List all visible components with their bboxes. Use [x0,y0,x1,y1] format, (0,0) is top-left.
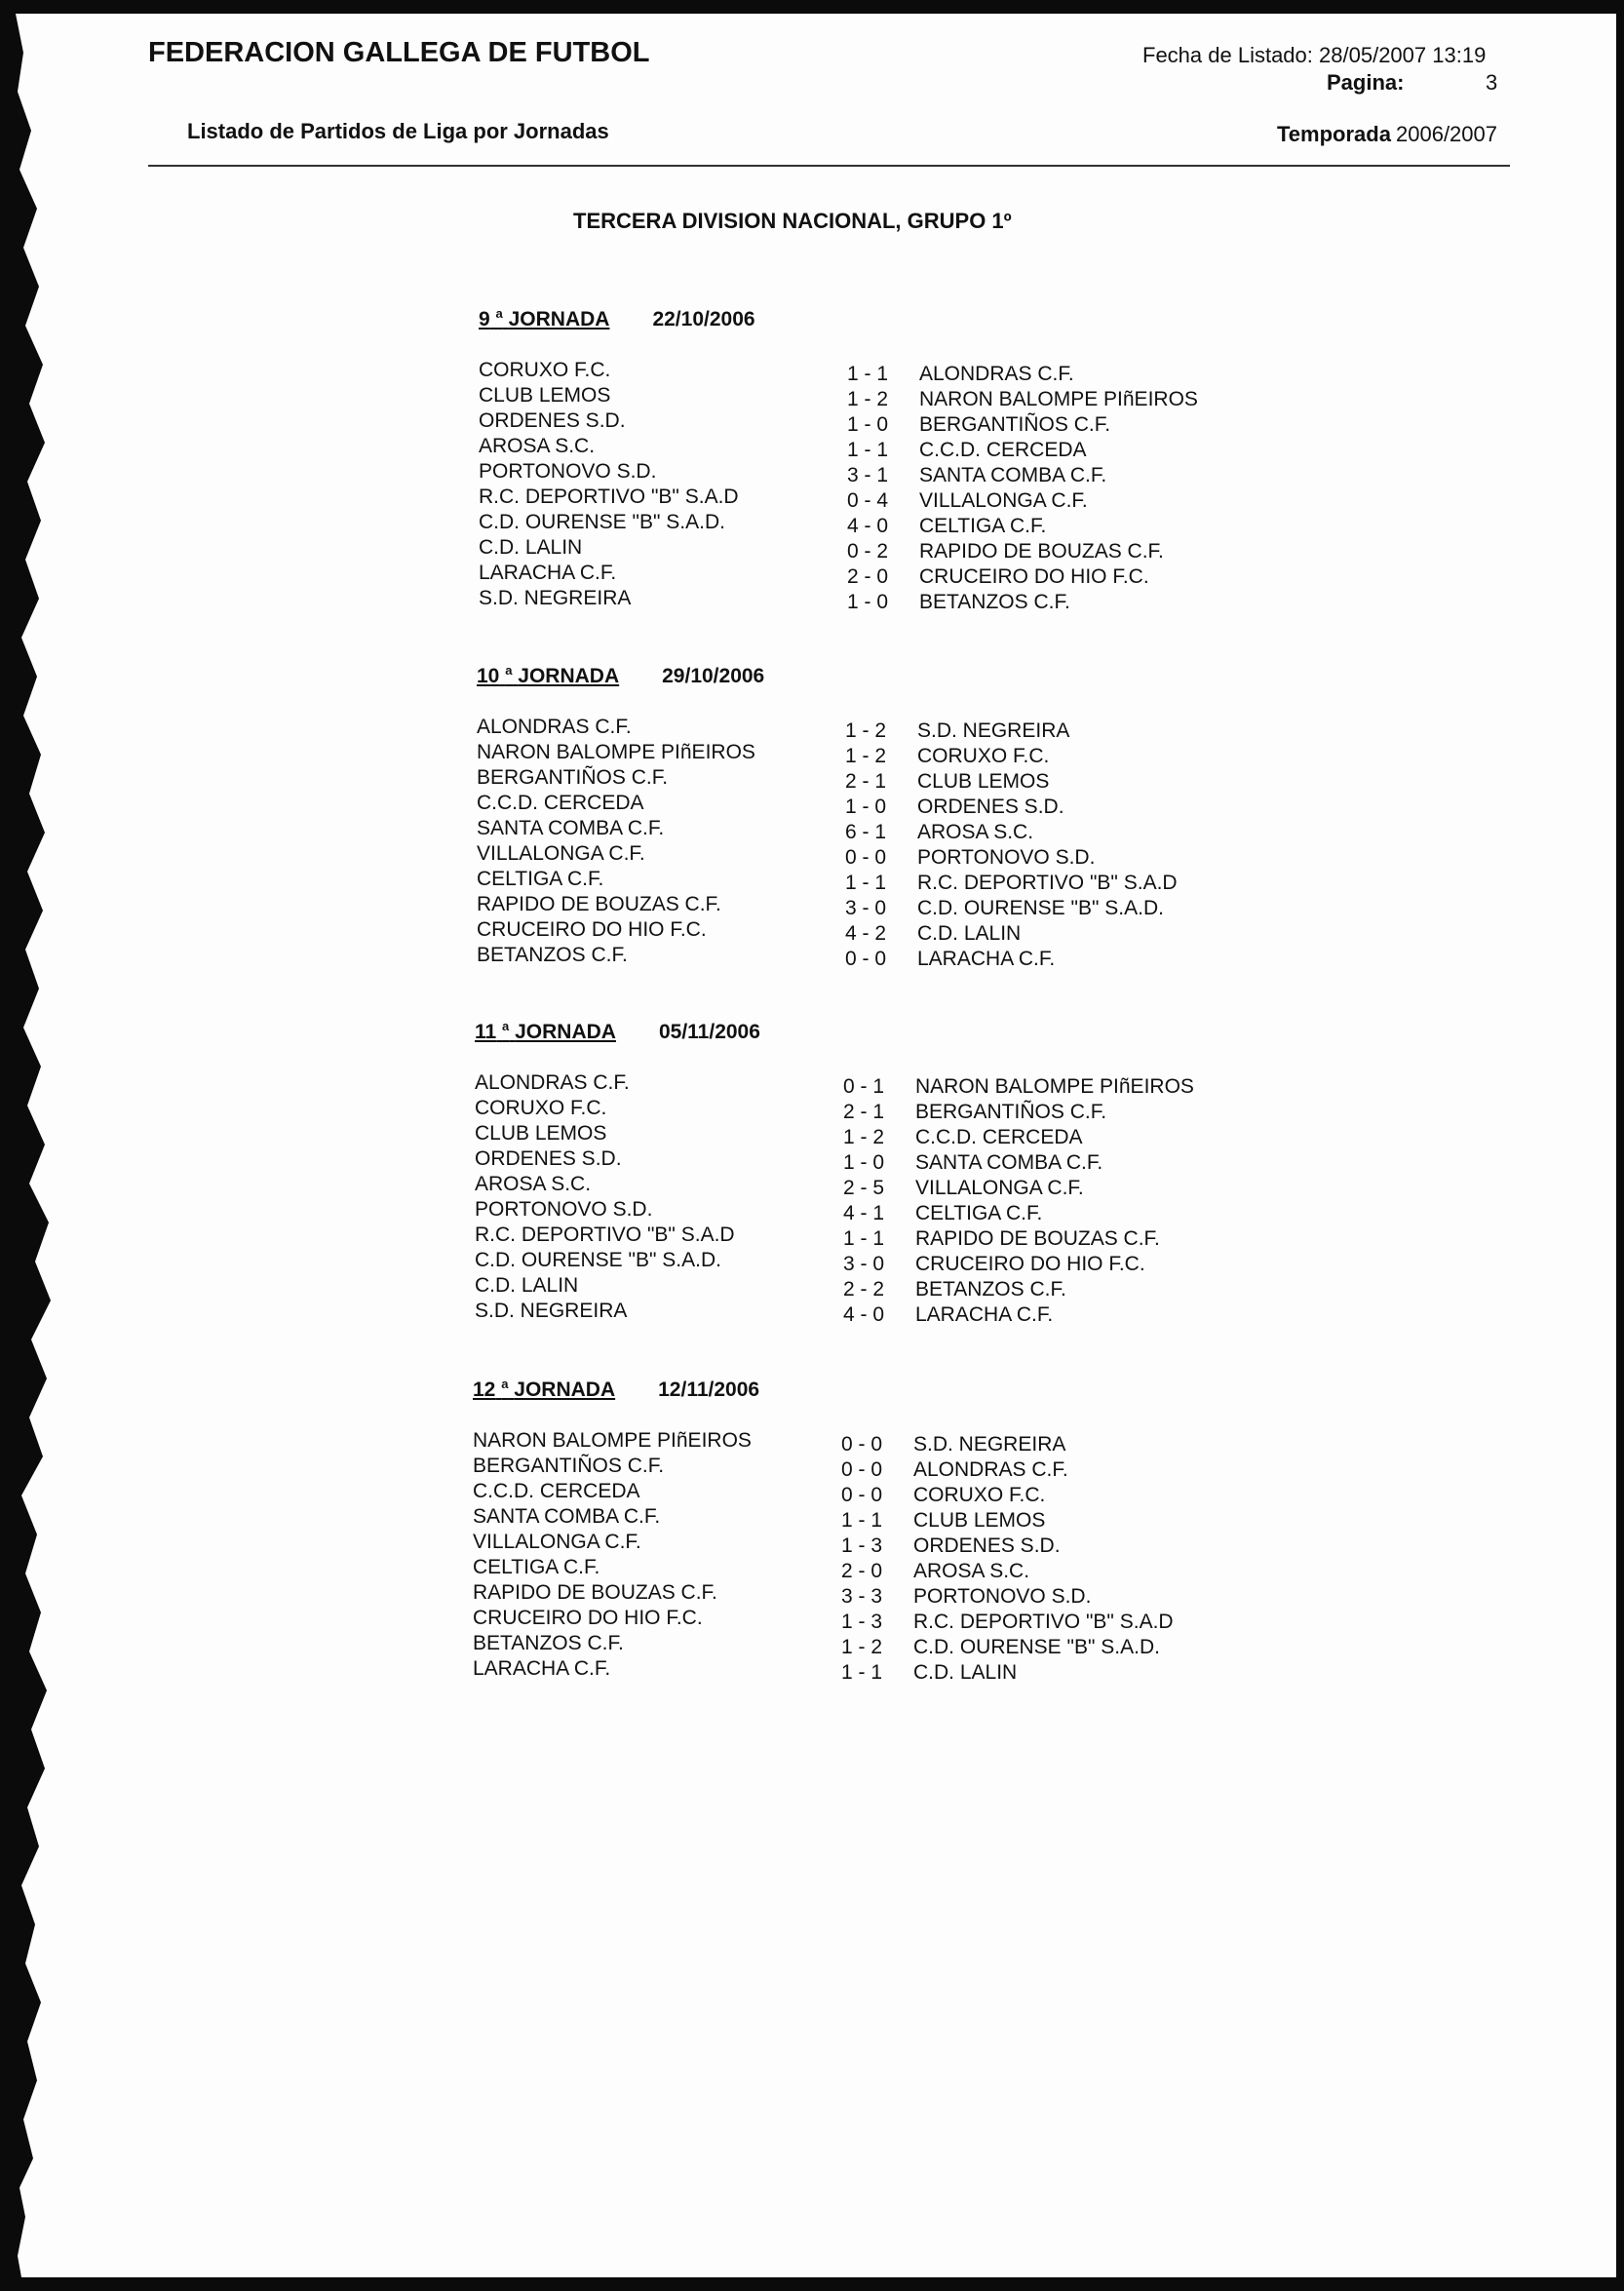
match-score: 3 - 0 [843,1253,885,1275]
match-score: 1 - 0 [845,796,887,818]
home-team: CORUXO F.C. [479,359,611,381]
jornada-date: 12/11/2006 [658,1378,760,1401]
home-team: CLUB LEMOS [479,384,611,407]
season-label: Temporada [1277,122,1391,146]
match-score: 2 - 1 [843,1101,885,1123]
away-team: AROSA S.C. [917,821,1034,843]
home-team: NARON BALOMPE PIñEIROS [473,1429,752,1452]
home-team: BERGANTIÑOS C.F. [473,1455,665,1477]
home-team: NARON BALOMPE PIñEIROS [477,741,755,763]
away-team: CELTIGA C.F. [919,515,1047,537]
page-label: Pagina: [1327,70,1405,95]
away-team: CRUCEIRO DO HIO F.C. [919,565,1149,588]
home-team: PORTONOVO S.D. [479,460,657,483]
away-team: S.D. NEGREIRA [913,1433,1066,1456]
away-team: R.C. DEPORTIVO "B" S.A.D [917,872,1178,894]
match-score: 1 - 1 [841,1509,883,1532]
away-team: C.D. LALIN [917,922,1022,945]
match-score: 0 - 0 [841,1484,883,1506]
home-team: LARACHA C.F. [479,562,617,584]
away-team: BETANZOS C.F. [915,1278,1066,1301]
home-team: LARACHA C.F. [473,1657,611,1680]
page-number: 3 [1486,70,1498,95]
match-score: 2 - 5 [843,1177,885,1199]
home-team: C.C.D. CERCEDA [477,792,644,814]
home-team: S.D. NEGREIRA [475,1300,628,1322]
match-score: 1 - 2 [845,719,887,742]
away-team: ALONDRAS C.F. [919,363,1074,385]
match-score: 1 - 1 [847,439,889,461]
away-team: BERGANTIÑOS C.F. [915,1101,1107,1123]
home-team: ORDENES S.D. [475,1147,622,1170]
match-score: 1 - 0 [847,591,889,613]
match-score: 1 - 2 [847,388,889,410]
away-team: RAPIDO DE BOUZAS C.F. [919,540,1164,563]
away-team: NARON BALOMPE PIñEIROS [919,388,1198,410]
jornada-heading: 11 $^a$ JORNADA 05/11/2006 [475,1019,760,1043]
jornada-date: 22/10/2006 [652,308,755,330]
home-team: PORTONOVO S.D. [475,1198,653,1221]
away-team: CRUCEIRO DO HIO F.C. [915,1253,1145,1275]
away-team: CORUXO F.C. [913,1484,1046,1506]
home-team: C.D. LALIN [479,536,583,559]
home-team: CRUCEIRO DO HIO F.C. [473,1607,703,1629]
match-score: 1 - 3 [841,1611,883,1633]
home-team: CELTIGA C.F. [473,1556,600,1578]
match-score: 1 - 1 [847,363,889,385]
away-team: R.C. DEPORTIVO "B" S.A.D [913,1611,1174,1633]
home-team: AROSA S.C. [479,435,596,457]
jornada-date: 05/11/2006 [658,1021,760,1043]
organization-title: FEDERACION GALLEGA DE FUTBOL [148,37,650,68]
match-score: 2 - 0 [847,565,889,588]
away-team: ALONDRAS C.F. [913,1458,1068,1481]
jornada-heading: 9 $^a$ JORNADA 22/10/2006 [479,306,755,330]
match-score: 1 - 1 [845,872,887,894]
away-team: SANTA COMBA C.F. [915,1151,1103,1174]
away-team: CELTIGA C.F. [915,1202,1043,1224]
match-score: 4 - 1 [843,1202,885,1224]
match-score: 6 - 1 [845,821,887,843]
match-score: 2 - 2 [843,1278,885,1301]
home-team: VILLALONGA C.F. [473,1531,641,1553]
away-team: NARON BALOMPE PIñEIROS [915,1075,1194,1098]
jornada-date: 29/10/2006 [662,665,765,687]
match-score: 0 - 0 [841,1433,883,1456]
home-team: RAPIDO DE BOUZAS C.F. [477,893,721,915]
match-score: 1 - 0 [843,1151,885,1174]
home-team: SANTA COMBA C.F. [477,817,665,839]
match-score: 0 - 0 [845,846,887,869]
torn-edge [12,14,70,2277]
home-team: AROSA S.C. [475,1173,592,1195]
home-team: SANTA COMBA C.F. [473,1505,661,1528]
away-team: C.C.D. CERCEDA [915,1126,1083,1148]
away-team: CLUB LEMOS [917,770,1050,793]
home-team: CLUB LEMOS [475,1122,607,1145]
match-score: 0 - 0 [845,948,887,970]
jornada-heading: 12 $^a$ JORNADA 12/11/2006 [473,1377,760,1401]
division-title: TERCERA DIVISION NACIONAL, GRUPO 1º [573,209,1012,233]
match-score: 3 - 0 [845,897,887,919]
away-team: ORDENES S.D. [913,1534,1061,1557]
match-score: 3 - 1 [847,464,889,486]
match-score: 1 - 1 [843,1227,885,1250]
match-score: 1 - 2 [843,1126,885,1148]
jornada-heading: 10 $^a$ JORNADA 29/10/2006 [477,663,765,687]
home-team: C.D. OURENSE "B" S.A.D. [479,511,725,533]
home-team: ORDENES S.D. [479,409,626,432]
home-team: C.C.D. CERCEDA [473,1480,640,1502]
away-team: CORUXO F.C. [917,745,1050,767]
season-value: 2006/2007 [1396,122,1497,146]
document-page [12,14,1616,2277]
match-score: 2 - 0 [841,1560,883,1582]
match-score: 1 - 0 [847,413,889,436]
match-score: 4 - 0 [843,1303,885,1326]
away-team: BETANZOS C.F. [919,591,1070,613]
home-team: CORUXO F.C. [475,1097,607,1119]
match-score: 4 - 0 [847,515,889,537]
away-team: LARACHA C.F. [915,1303,1054,1326]
away-team: PORTONOVO S.D. [917,846,1096,869]
away-team: C.D. LALIN [913,1661,1018,1684]
away-team: CLUB LEMOS [913,1509,1046,1532]
away-team: C.D. OURENSE "B" S.A.D. [913,1636,1160,1658]
home-team: BERGANTIÑOS C.F. [477,766,669,789]
match-score: 0 - 0 [841,1458,883,1481]
match-score: 0 - 4 [847,489,889,512]
home-team: ALONDRAS C.F. [475,1071,630,1094]
home-team: BETANZOS C.F. [473,1632,624,1654]
away-team: S.D. NEGREIRA [917,719,1070,742]
away-team: AROSA S.C. [913,1560,1030,1582]
match-score: 1 - 3 [841,1534,883,1557]
away-team: VILLALONGA C.F. [915,1177,1084,1199]
home-team: C.D. LALIN [475,1274,579,1297]
home-team: C.D. OURENSE "B" S.A.D. [475,1249,721,1271]
home-team: S.D. NEGREIRA [479,587,632,609]
home-team: R.C. DEPORTIVO "B" S.A.D [475,1223,735,1246]
home-team: ALONDRAS C.F. [477,716,632,738]
away-team: RAPIDO DE BOUZAS C.F. [915,1227,1160,1250]
match-score: 1 - 2 [841,1636,883,1658]
home-team: CRUCEIRO DO HIO F.C. [477,918,707,941]
match-score: 3 - 3 [841,1585,883,1608]
match-score: 2 - 1 [845,770,887,793]
away-team: BERGANTIÑOS C.F. [919,413,1111,436]
away-team: PORTONOVO S.D. [913,1585,1092,1608]
listing-subtitle: Listado de Partidos de Liga por Jornadas [187,119,609,143]
listing-date: Fecha de Listado: 28/05/2007 13:19 [1142,43,1487,67]
away-team: LARACHA C.F. [917,948,1056,970]
away-team: C.D. OURENSE "B" S.A.D. [917,897,1164,919]
match-score: 1 - 2 [845,745,887,767]
home-team: BETANZOS C.F. [477,944,628,966]
match-score: 0 - 1 [843,1075,885,1098]
away-team: SANTA COMBA C.F. [919,464,1107,486]
away-team: C.C.D. CERCEDA [919,439,1087,461]
home-team: RAPIDO DE BOUZAS C.F. [473,1581,717,1604]
away-team: VILLALONGA C.F. [919,489,1088,512]
match-score: 0 - 2 [847,540,889,563]
home-team: R.C. DEPORTIVO "B" S.A.D [479,485,739,508]
home-team: CELTIGA C.F. [477,868,604,890]
away-team: ORDENES S.D. [917,796,1064,818]
header-divider [148,165,1510,167]
match-score: 1 - 1 [841,1661,883,1684]
home-team: VILLALONGA C.F. [477,842,645,865]
match-score: 4 - 2 [845,922,887,945]
